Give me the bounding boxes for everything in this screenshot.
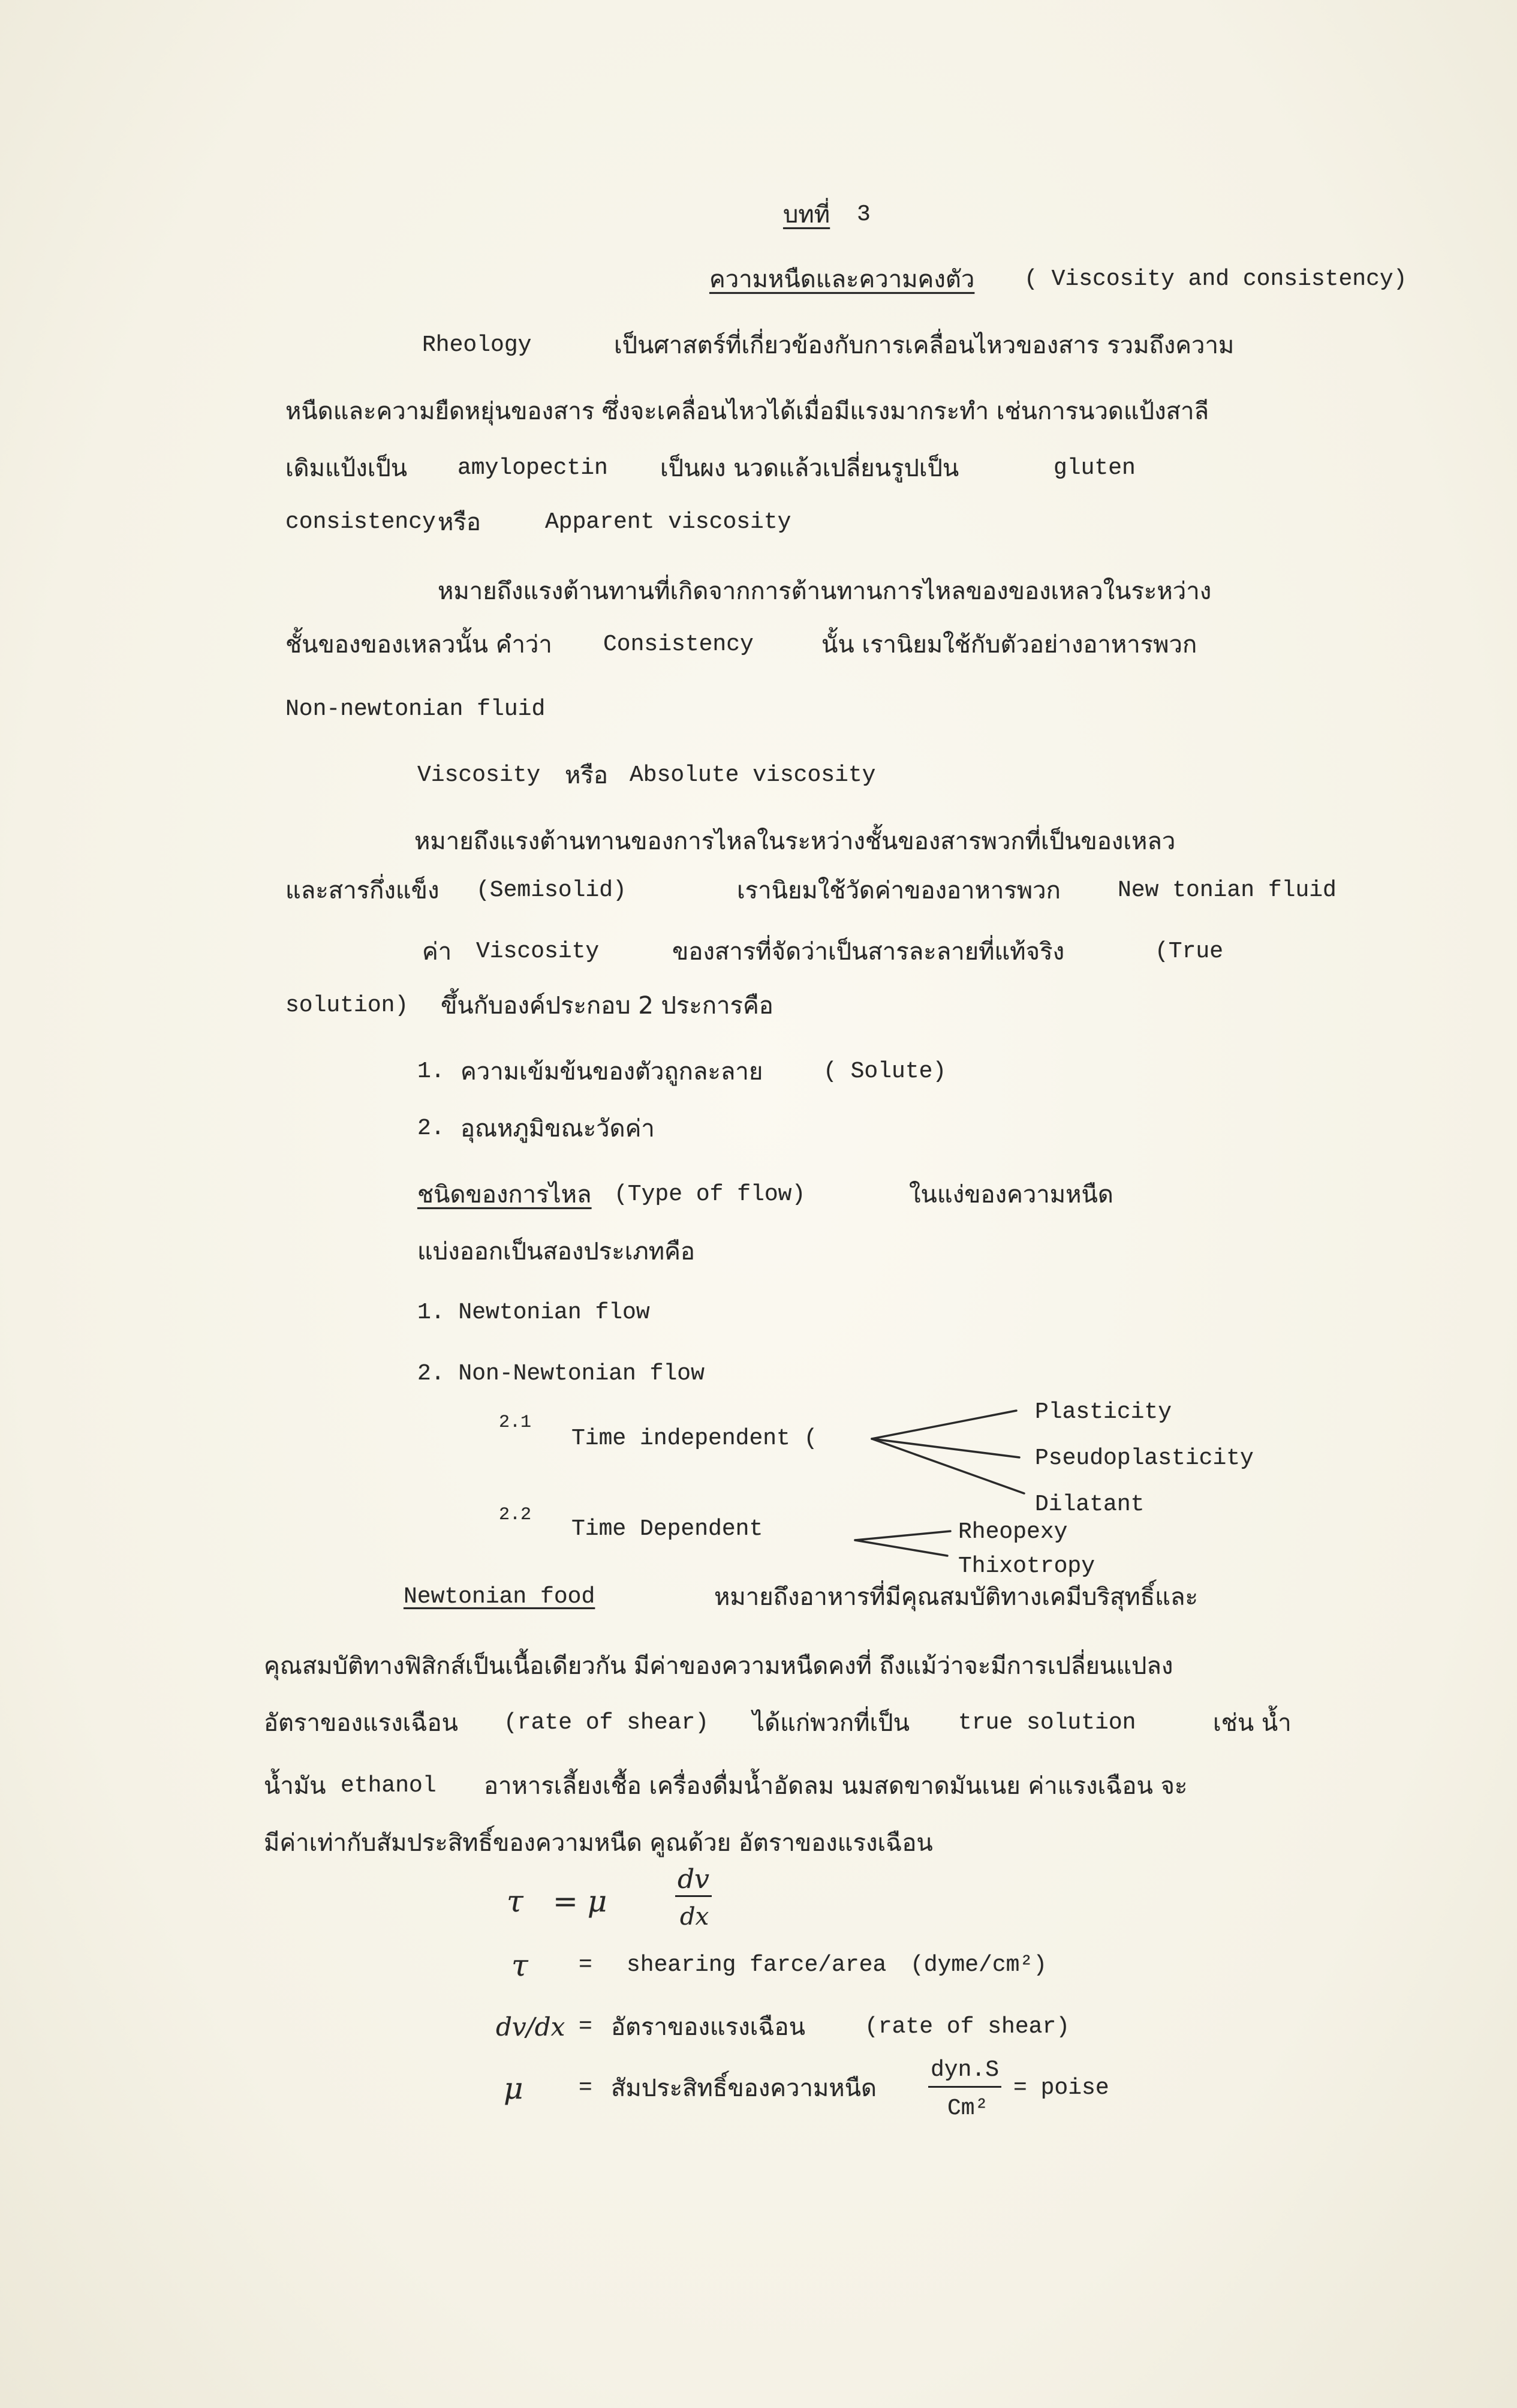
viscosity-term: Viscosity: [417, 762, 541, 788]
factor-2-text: อุณหภูมิขณะวัดค่า: [460, 1115, 655, 1143]
section-title-thai: ความหนืดและความคงตัว: [709, 266, 975, 293]
flow-context: ในแง่ของความหนืด: [909, 1181, 1113, 1208]
kind-plasticity: Plasticity: [1035, 1399, 1172, 1425]
flow-type-non-newtonian: 2. Non-Newtonian flow: [417, 1361, 705, 1387]
rheology-amylopectin: amylopectin: [457, 455, 608, 481]
consistency-line-2-end: นั้น เรานิยมใช้กับตัวอย่างอาหารพวก: [821, 631, 1197, 659]
branch-line-dilatant: [872, 1439, 1024, 1493]
poise-result: = poise: [1013, 2075, 1109, 2101]
newtonian-food-line-4-end: อาหารเลี้ยงเชื้อ เครื่องดื่มน้ำอัดลม นมสดขาดมันเนย ค่าแรงเฉือน จะ: [484, 1772, 1188, 1800]
solution-close: solution): [285, 993, 409, 1018]
flow-intro: แบ่งออกเป็นสองประเภทคือ: [417, 1238, 695, 1265]
branch-line-rheopexy: [855, 1531, 950, 1540]
formula-lhs: τ: [507, 1884, 523, 1919]
true-solution-open: (True: [1155, 939, 1224, 964]
viscosity-line-2-start: และสารกึ่งแข็ง: [285, 877, 440, 904]
definition-shear-rate-text: อัตราของแรงเฉือน: [611, 2013, 805, 2041]
rheology-gluten: gluten: [1054, 455, 1136, 481]
definition-tau-equals: =: [579, 1952, 592, 1978]
definition-tau-text: shearing farce/area: [627, 1952, 887, 1978]
ethanol-term: ethanol: [341, 1773, 437, 1799]
definition-tau-unit: (dyme/cm²): [910, 1952, 1048, 1978]
absolute-viscosity-term: Absolute viscosity: [630, 762, 876, 788]
poise-numerator: dyn.S: [928, 2055, 1001, 2088]
formula-numerator: dv: [675, 1864, 712, 1897]
chapter-label: บทที่: [783, 201, 830, 229]
factor-1-text: ความเข้มข้นของตัวถูกละลาย: [460, 1058, 763, 1086]
newtonian-food-term: Newtonian food: [404, 1584, 595, 1610]
rheology-line-3-mid: เป็นผง นวดแล้วเปลี่ยนรูปเป็น: [660, 455, 959, 482]
kind-rheopexy: Rheopexy: [958, 1519, 1068, 1545]
newtonian-food-line-5: มีค่าเท่ากับสัมประสิทธิ์ของความหนืด คูณด้วย อัตราของแรงเฉือน: [264, 1829, 933, 1857]
time-dependent-label: Time Dependent: [571, 1516, 763, 1542]
section-title-english: ( Viscosity and consistency): [1024, 266, 1407, 292]
definition-mu-text: สัมประสิทธิ์ของความหนืด: [611, 2075, 877, 2102]
kind-dilatant: Dilatant: [1035, 1492, 1145, 1517]
definition-tau-symbol: τ: [511, 1948, 528, 1983]
poise-denominator: Cm²: [947, 2096, 989, 2121]
newtonian-food-line-3-start: อัตราของแรงเฉือน: [264, 1709, 458, 1737]
kind-thixotropy: Thixotropy: [958, 1553, 1095, 1579]
branch-line-thixotropy: [855, 1540, 947, 1556]
factor-1-number: 1.: [417, 1059, 445, 1084]
newtonian-food-line-3-mid: ได้แก่พวกที่เป็น: [753, 1709, 910, 1737]
consistency-word: Consistency: [603, 632, 754, 657]
consistency-or: หรือ: [438, 509, 481, 536]
rheology-line-1: เป็นศาสตร์ที่เกี่ยวข้องกับการเคลื่อนไหวของสาร รวมถึงความ: [614, 332, 1235, 359]
rate-of-shear-paren: (rate of shear): [504, 1710, 709, 1736]
semisolid-term: (Semisolid): [476, 877, 627, 903]
newtonian-food-line-4-start: น้ำมัน: [264, 1772, 326, 1800]
viscosity-line-3-term: Viscosity: [476, 939, 600, 964]
flow-type-newtonian: 1. Newtonian flow: [417, 1300, 650, 1325]
consistency-line-2-start: ชั้นของของเหลวนั้น คำว่า: [285, 631, 552, 659]
factor-2-number: 2.: [417, 1116, 445, 1141]
newtonian-food-line-2: คุณสมบัติทางฟิสิกส์เป็นเนื้อเดียวกัน มีค่าของความหนืดคงที่ ถึงแม้ว่าจะมีการเปลี่ยนแปลง: [264, 1652, 1173, 1680]
viscosity-line-1: หมายถึงแรงต้านทานของการไหลในระหว่างชั้นของสารพวกที่เป็นของเหลว: [414, 828, 1176, 855]
flow-heading-english: (Type of flow): [614, 1182, 806, 1207]
definition-shear-rate-unit: (rate of shear): [865, 2014, 1070, 2040]
viscosity-line-3-mid: ของสารที่จัดว่าเป็นสารละลายที่แท้จริง: [672, 938, 1065, 966]
apparent-viscosity-term: Apparent viscosity: [545, 509, 791, 535]
newtonian-fluid-term: New tonian fluid: [1118, 877, 1337, 903]
consistency-line-1: หมายถึงแรงต้านทานที่เกิดจากการต้านทานการไหลของของเหลวในระหว่าง: [438, 578, 1212, 605]
branch-line-plasticity: [872, 1411, 1016, 1439]
time-independent-number: 2.1: [499, 1412, 532, 1433]
viscosity-line-2-mid: เรานิยมใช้วัดค่าของอาหารพวก: [737, 877, 1061, 904]
definition-shear-rate-symbol: dv/dx: [496, 2012, 565, 2042]
definition-shear-rate-equals: =: [579, 2014, 592, 2040]
rheology-line-3-start: เดิมแป้งเป็น: [285, 455, 408, 482]
rheology-line-2: หนืดและความยืดหยุ่นของสาร ซึ่งจะเคลื่อนไหวได้เมื่อมีแรงมากระทำ เช่นการนวดแป้งสาลี: [285, 398, 1209, 425]
consistency-term: consistency: [285, 509, 436, 535]
viscosity-or: หรือ: [565, 762, 608, 789]
viscosity-line-4-end: ขึ้นกับองค์ประกอบ 2 ประการคือ: [441, 992, 773, 1020]
flow-heading: ชนิดของการไหล: [417, 1181, 592, 1208]
factor-1-note: ( Solute): [823, 1059, 947, 1084]
newtonian-food-line-1: หมายถึงอาหารที่มีคุณสมบัติทางเคมีบริสุทธิ์และ: [714, 1583, 1198, 1611]
kind-pseudoplasticity: Pseudoplasticity: [1035, 1445, 1254, 1471]
newtonian-food-line-3-end: เช่น น้ำ: [1213, 1709, 1292, 1737]
non-newtonian-fluid: Non-newtonian fluid: [285, 696, 546, 722]
formula-denominator: dx: [680, 1903, 709, 1931]
rheology-term: Rheology: [422, 332, 532, 358]
definition-mu-symbol: μ: [504, 2071, 523, 2106]
formula-rhs: = μ: [553, 1884, 607, 1919]
true-solution-term: true solution: [958, 1710, 1136, 1736]
viscosity-line-3-start: ค่า: [422, 938, 452, 966]
definition-mu-equals: =: [579, 2075, 592, 2101]
chapter-number: 3: [857, 202, 871, 227]
branch-line-pseudoplasticity: [872, 1439, 1019, 1457]
time-dependent-number: 2.2: [499, 1505, 532, 1525]
time-independent-label: Time independent (: [571, 1426, 818, 1451]
